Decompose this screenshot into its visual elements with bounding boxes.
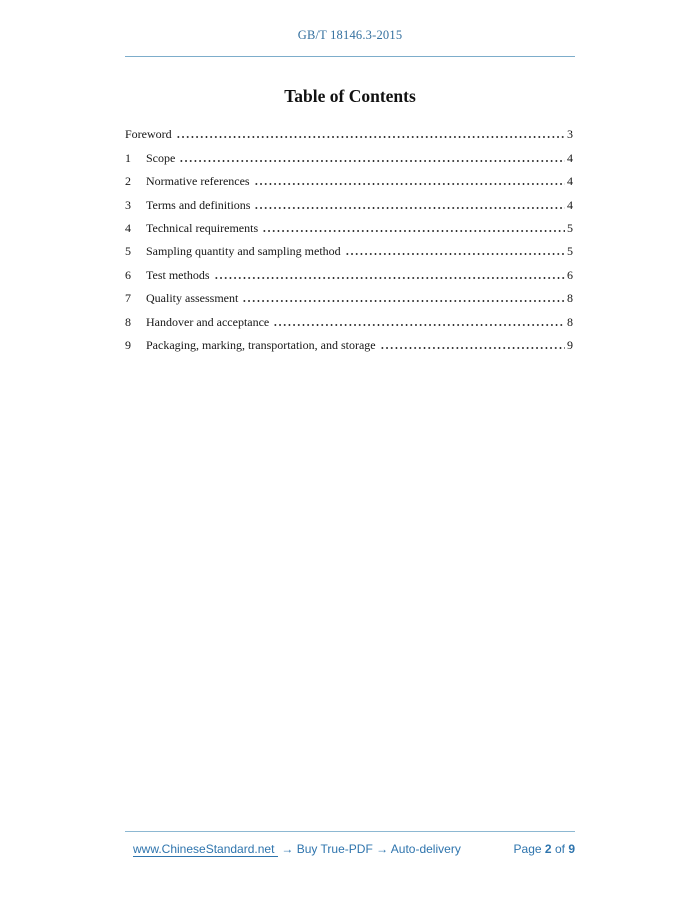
footer-tagline: → Buy True-PDF → Auto-delivery (281, 842, 461, 856)
toc-entry-label: Packaging, marking, transportation, and storage (146, 337, 376, 352)
footer-row (125, 842, 575, 856)
toc-entry-number: 6 (125, 267, 131, 282)
toc-entry-label: Technical requirements (146, 220, 259, 235)
page-total: 9 (568, 842, 575, 856)
website-link[interactable]: www.ChineseStandard.net (133, 842, 278, 857)
toc-entry-page: 8 (567, 291, 573, 306)
toc-entry[interactable] (125, 145, 573, 168)
toc-entry-number: 4 (125, 220, 131, 235)
toc-entry-page: 5 (567, 244, 573, 259)
toc-entry[interactable] (125, 192, 573, 215)
toc-dot-leader (262, 221, 565, 234)
toc-entry[interactable] (125, 262, 573, 285)
toc-entry-label: Normative references (146, 174, 250, 189)
toc-entry-label: Foreword (125, 127, 172, 142)
toc-entry[interactable] (125, 169, 573, 192)
toc-entry[interactable] (125, 216, 573, 239)
toc-entry-page: 5 (567, 220, 573, 235)
toc-entry-number: 7 (125, 291, 131, 306)
toc-entry[interactable] (125, 286, 573, 309)
toc-entry-label: Test methods (146, 267, 210, 282)
toc-entry-label: Terms and definitions (146, 197, 251, 212)
toc-entry-number: 5 (125, 244, 131, 259)
toc-entry-label: Quality assessment (146, 291, 239, 306)
toc-entry-label: Sampling quantity and sampling method (146, 244, 341, 259)
toc-entry-page: 4 (567, 174, 573, 189)
toc-dot-leader (254, 174, 565, 187)
toc-entry[interactable] (125, 333, 573, 356)
toc-entry-number: 8 (125, 314, 131, 329)
toc-entry-number: 9 (125, 337, 131, 352)
toc-entry[interactable] (125, 122, 573, 145)
standard-number: GB/T 18146.3-2015 (297, 28, 403, 42)
page-title: Table of Contents (284, 86, 416, 106)
toc-entry-page: 3 (567, 127, 573, 142)
toc-entry-page: 4 (567, 150, 573, 165)
footer-left (125, 842, 461, 856)
page-indicator (514, 842, 575, 856)
toc-entry-number: 1 (125, 150, 131, 165)
toc-dot-leader (214, 268, 566, 281)
toc-entry-number: 3 (125, 197, 131, 212)
toc-dot-leader (254, 198, 565, 211)
toc-entry-page: 6 (567, 267, 573, 282)
page-current: 2 (544, 842, 552, 856)
toc-entry-label: Scope (146, 150, 176, 165)
toc-entry[interactable] (125, 309, 573, 332)
page-word: Page (513, 842, 542, 856)
toc-list (125, 122, 573, 356)
toc-dot-leader (179, 151, 565, 164)
toc-dot-leader (176, 127, 565, 140)
toc-dot-leader (345, 244, 565, 257)
toc-dot-leader (273, 315, 565, 328)
toc-entry[interactable] (125, 239, 573, 262)
header-divider (125, 56, 575, 57)
of-word: of (554, 842, 565, 856)
toc-dot-leader (380, 338, 565, 351)
toc-entry-label: Handover and acceptance (146, 314, 270, 329)
toc-entry-page: 4 (567, 197, 573, 212)
toc-dot-leader (242, 291, 565, 304)
toc-entry-number: 2 (125, 174, 131, 189)
toc-entry-page: 9 (567, 337, 573, 352)
page-footer (125, 831, 575, 856)
toc-entry-page: 8 (567, 314, 573, 329)
